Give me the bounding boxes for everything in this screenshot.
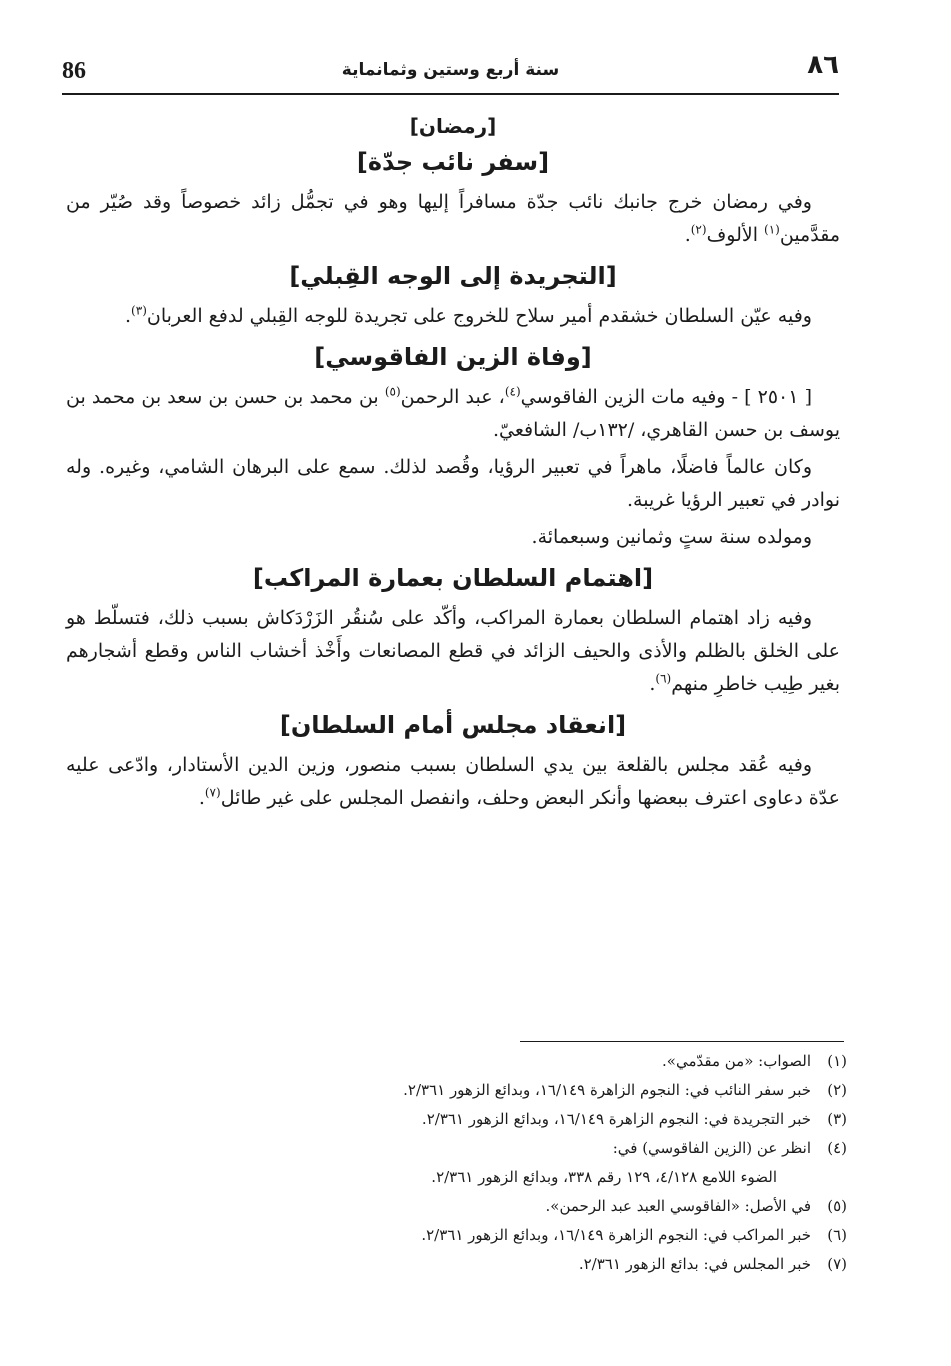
paragraph-text: .	[198, 787, 205, 809]
section-heading: [التجريدة إلى الوجه القِبلي]	[289, 262, 617, 290]
page-number-arabic: ٨٦	[807, 50, 839, 80]
footnote	[227, 1250, 847, 1279]
paragraph-text: وفيه زاد اهتمام السلطان بعمارة المراكب، وأكّد على سُنقُر الزَرْدَكاش بسبب ذلك، فتسلّط هو على الخلق بالظلم والأذى والحيف الزائد في قطع المصانعات وأَخْذ أخشاب الناس وقطع أشجارهم بغير طِيب خاطرِ منهم	[66, 607, 840, 695]
footnote	[227, 1076, 847, 1105]
section-subheading: [سفر نائب جدّة]	[356, 148, 550, 176]
footnote-text: خبر سفر النائب في: النجوم الزاهرة ١٦/١٤٩، وبدائع الزهور ٢/٣٦١.	[403, 1081, 811, 1099]
footnote-ref: (٦)	[655, 671, 672, 686]
footnote	[227, 1192, 847, 1221]
footnote-ref: (٤)	[504, 384, 521, 399]
footnote-ref: (٣)	[131, 303, 147, 318]
page-number-latin: 86	[62, 58, 86, 84]
footnote	[227, 1047, 847, 1076]
main-text	[66, 110, 840, 819]
footnote-number: (٤)	[827, 1139, 847, 1157]
footnote-ref: (١)	[764, 222, 780, 237]
paragraph-text: .	[125, 305, 132, 327]
footnote	[227, 1105, 847, 1134]
paragraph: وكان عالماً فاضلًا، ماهراً في تعبير الرؤيا، وقُصد لذلك. سمع على البرهان الشامي، وغيره. وله نوادر في تعبير الرؤيا غريبة.	[66, 456, 840, 511]
footnote-text: الصواب: «من مقدّمي».	[662, 1052, 811, 1070]
footnote-rule	[520, 1041, 844, 1042]
footnote-text: خبر المراكب في: النجوم الزاهرة ١٦/١٤٩، وبدائع الزهور ٢/٣٦١.	[421, 1226, 811, 1244]
paragraph	[66, 749, 840, 815]
footnote-text	[227, 1134, 811, 1192]
footnote-text-line: انظر عن (الزين الفاقوسي) في:	[612, 1139, 811, 1157]
running-title: سنة أربع وستين وثمانماية	[341, 60, 560, 80]
footnote-ref: (٧)	[204, 785, 221, 800]
footnote	[227, 1221, 847, 1250]
section-heading: [رمضان]	[409, 114, 497, 138]
paragraph	[66, 381, 840, 447]
paragraph-text: .	[684, 224, 691, 246]
section-heading: [انعقاد مجلس أمام السلطان]	[279, 711, 627, 739]
footnote-text: خبر التجريدة في: النجوم الزاهرة ١٦/١٤٩، وبدائع الزهور ٢/٣٦١.	[421, 1110, 811, 1128]
footnote-ref: (٥)	[384, 384, 401, 399]
paragraph-text: [ ٢٥٠١ ] - وفيه مات الزين الفاقوسي	[520, 386, 812, 408]
footnote-text-continuation: الضوء اللامع ٤/١٢٨، ١٢٩ رقم ٣٣٨، وبدائع الزهور ٢/٣٦١.	[431, 1168, 777, 1186]
running-header	[62, 50, 839, 94]
footnote-text: خبر المجلس في: بدائع الزهور ٢/٣٦١.	[578, 1255, 811, 1273]
footnote-text: في الأصل: «الفاقوسي العبد عبد الرحمن».	[545, 1197, 811, 1215]
header-rule	[62, 93, 839, 95]
paragraph-text: وفيه عيّن السلطان خشقدم أمير سلاح للخروج على تجريدة للوجه القِبلي لدفع العربان	[146, 305, 812, 327]
paragraph-text: وفيه عُقد مجلس بالقلعة بين يدي السلطان بسبب منصور، وزين الدين الأستادار، وادّعى عليه عدّة دعاوى اعترف ببعضها وأنكر البعض وحلف، وانفصل المجلس على غير طائل	[66, 754, 840, 809]
footnotes	[227, 1047, 847, 1279]
paragraph-text: ، عبد الرحمن	[400, 386, 505, 408]
paragraph-text: وفي رمضان خرج جانبك نائب جدّة مسافراً إليها وهو في تجمُّل زائد خصوصاً وقد صُيّر من مقدَّمين	[66, 191, 840, 246]
paragraph-text: بن محمد بن حسن بن سعد بن محمد بن يوسف بن حسن القاهري، /١٣٢ب/ الشافعيّ.	[66, 386, 840, 441]
paragraph	[66, 602, 840, 701]
section-heading: [وفاة الزين الفاقوسي]	[314, 343, 592, 371]
section-heading: [اهتمام السلطان بعمارة المراكب]	[252, 564, 654, 592]
footnote-number: (٣)	[827, 1110, 847, 1128]
footnote-number: (٥)	[827, 1197, 847, 1215]
footnote	[227, 1134, 847, 1192]
footnote-number: (٦)	[827, 1226, 847, 1244]
footnote-ref: (٢)	[690, 222, 707, 237]
footnote-number: (١)	[827, 1052, 847, 1070]
footnote-number: (٢)	[827, 1081, 847, 1099]
paragraph-text: الألوف	[706, 224, 765, 246]
paragraph: ومولده سنة ستٍ وثمانين وسبعمائة.	[531, 526, 812, 548]
paragraph	[66, 186, 840, 252]
footnote-number: (٧)	[827, 1255, 847, 1273]
paragraph-text: .	[649, 673, 656, 695]
paragraph	[66, 300, 840, 333]
